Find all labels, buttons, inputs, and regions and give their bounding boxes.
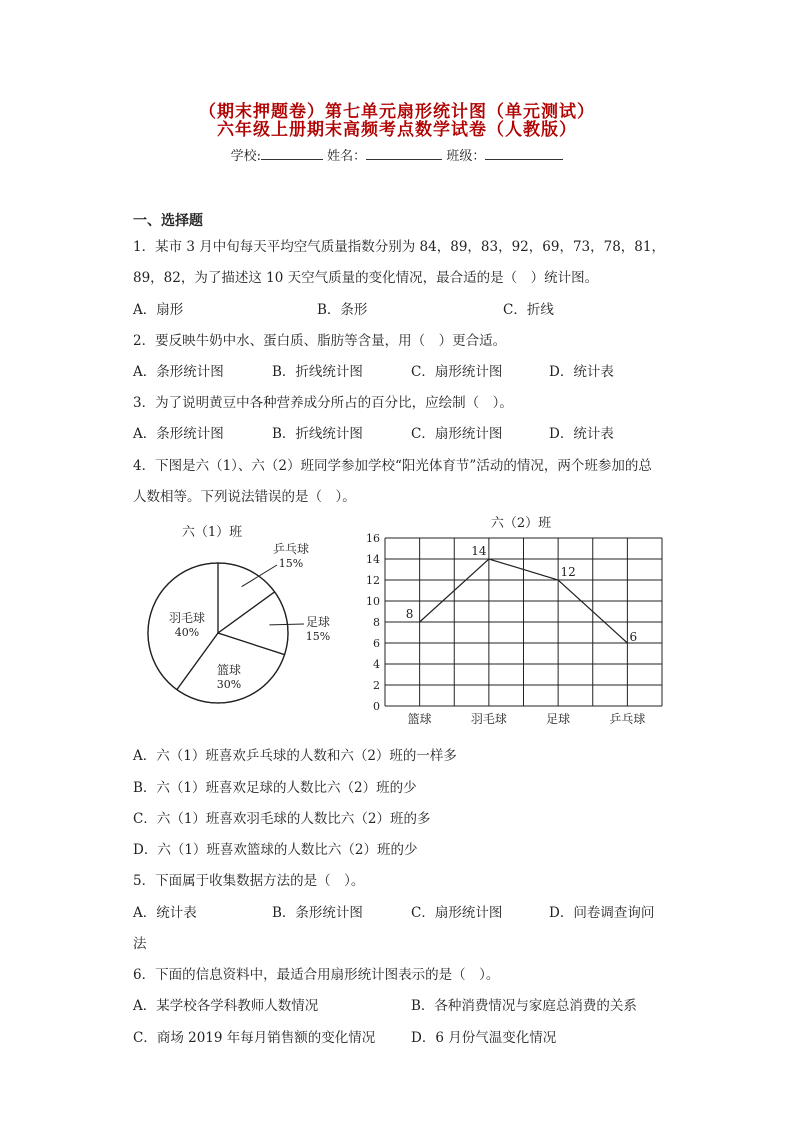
line-chart-title: 六（2）班 — [490, 516, 552, 531]
pie-slice-percent: 15% — [305, 630, 331, 643]
q4-option-d[interactable]: D．六（1）班喜欢篮球的人数比六（2）班的少 — [133, 842, 418, 858]
pie-slice-percent: 40% — [174, 626, 200, 639]
question-1-line-2: 89，82，为了描述这 10 天空气质量的变化情况，最合适的是（ ）统计图。 — [133, 270, 599, 286]
x-tick-label: 乒乓球 — [609, 712, 646, 726]
q4-option-c[interactable]: C．六（1）班喜欢羽毛球的人数比六（2）班的多 — [133, 811, 431, 827]
pie-chart-class-1 — [140, 515, 350, 715]
school-blank[interactable] — [261, 147, 323, 160]
question-2: 2．要反映牛奶中水、蛋白质、脂肪等含量，用（ ）更合适。 — [133, 333, 507, 349]
question-5: 5．下面属于收集数据方法的是（ ）。 — [133, 873, 365, 889]
q2-option-c[interactable]: C．扇形统计图 — [411, 364, 503, 380]
pie-slice-label: 足球 — [305, 615, 331, 629]
q5-option-a[interactable]: A．统计表 — [133, 905, 197, 921]
y-tick-label: 4 — [373, 658, 380, 671]
q5-option-d[interactable]: D．问卷调查询问 — [549, 905, 655, 921]
q3-option-c[interactable]: C．扇形统计图 — [411, 426, 503, 442]
pie-title: 六（1）班 — [181, 525, 243, 540]
school-label: 学校: — [230, 149, 262, 164]
x-tick-label: 足球 — [546, 712, 571, 726]
q4-option-b[interactable]: B．六（1）班喜欢足球的人数比六（2）班的少 — [133, 780, 417, 796]
pie-slice-percent: 30% — [216, 678, 242, 691]
y-tick-label: 14 — [366, 553, 380, 566]
q5-option-d-wrap: 法 — [133, 936, 147, 952]
x-tick-label: 羽毛球 — [470, 712, 507, 726]
line-chart-class-2 — [355, 510, 675, 730]
q2-option-b[interactable]: B．折线统计图 — [272, 364, 363, 380]
pie-slice-label: 乒乓球 — [272, 542, 310, 556]
q2-option-a[interactable]: A．条形统计图 — [133, 364, 224, 380]
y-tick-label: 12 — [366, 574, 380, 587]
y-tick-label: 10 — [366, 595, 380, 608]
y-tick-label: 2 — [373, 679, 380, 692]
pie-slice-label: 篮球 — [216, 663, 242, 677]
q5-option-b[interactable]: B．条形统计图 — [272, 905, 363, 921]
question-4-line-2: 人数相等。下列说法错误的是（ ）。 — [133, 489, 356, 505]
y-tick-label: 16 — [366, 532, 380, 545]
data-label: 6 — [629, 630, 638, 644]
question-4-line-1: 4．下图是六（1）、六（2）班同学参加学校“阳光体育节”活动的情况，两个班参加的总 — [133, 458, 652, 474]
class-label: 班级： — [446, 149, 486, 164]
y-tick-label: 8 — [373, 616, 380, 629]
exam-title: （期末押题卷）第七单元扇形统计图（单元测试） — [199, 102, 595, 122]
q2-option-d[interactable]: D．统计表 — [549, 364, 614, 380]
q4-option-a[interactable]: A．六（1）班喜欢乒乓球的人数和六（2）班的一样多 — [133, 748, 457, 764]
pie-slice-label: 羽毛球 — [168, 611, 206, 625]
student-info — [0, 145, 794, 164]
section-title: 一、选择题 — [133, 213, 203, 229]
name-blank[interactable] — [366, 147, 442, 160]
question-3: 3．为了说明黄豆中各种营养成分所占的百分比，应绘制（ ）。 — [133, 395, 513, 411]
q3-option-a[interactable]: A．条形统计图 — [133, 426, 224, 442]
q6-option-c[interactable]: C．商场 2019 年每月销售额的变化情况 — [133, 1030, 376, 1046]
data-label: 14 — [471, 544, 487, 558]
question-6: 6．下面的信息资料中，最适合用扇形统计图表示的是（ ）。 — [133, 967, 500, 983]
class-blank[interactable] — [485, 147, 563, 160]
q1-option-c[interactable]: C．折线 — [503, 302, 554, 318]
pie-slice-percent: 15% — [278, 557, 304, 570]
y-tick-label: 6 — [373, 637, 380, 650]
q6-option-b[interactable]: B．各种消费情况与家庭总消费的关系 — [411, 998, 637, 1014]
x-tick-label: 篮球 — [407, 712, 432, 726]
data-label: 12 — [560, 565, 576, 579]
q3-option-b[interactable]: B．折线统计图 — [272, 426, 363, 442]
y-tick-label: 0 — [373, 700, 380, 713]
q1-option-b[interactable]: B．条形 — [317, 302, 368, 318]
q3-option-d[interactable]: D．统计表 — [549, 426, 614, 442]
data-label: 8 — [405, 607, 414, 621]
q6-option-a[interactable]: A．某学校各学科教师人数情况 — [133, 998, 319, 1014]
q6-option-d[interactable]: D．6 月份气温变化情况 — [411, 1030, 557, 1046]
q5-option-c[interactable]: C．扇形统计图 — [411, 905, 503, 921]
name-label: 姓名： — [327, 149, 367, 164]
q1-option-a[interactable]: A．扇形 — [133, 302, 184, 318]
question-1-line-1: 1．某市 3 月中旬每天平均空气质量指数分别为 84，89，83，92，69，73，78，81， — [133, 239, 665, 255]
exam-subtitle: 六年级上册期末高频考点数学试卷（人教版） — [217, 120, 577, 140]
